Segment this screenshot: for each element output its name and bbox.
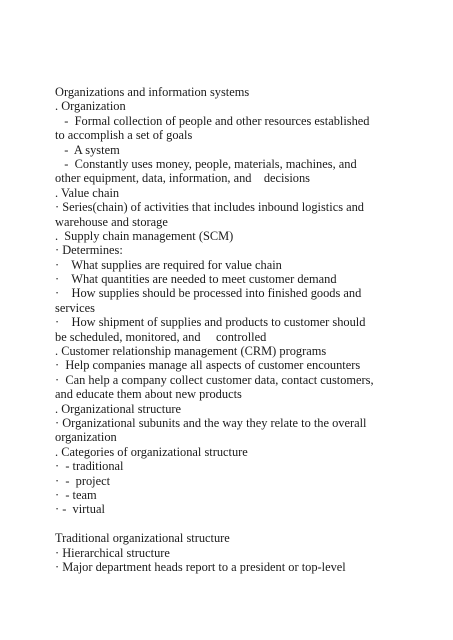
text-line: be scheduled, monitored, and controlled bbox=[55, 329, 267, 344]
text-line: · What quantities are needed to meet customer demand bbox=[55, 272, 337, 287]
section-heading: Traditional organizational structure bbox=[55, 531, 230, 546]
text-line: organization bbox=[55, 430, 117, 445]
text-line: services bbox=[55, 300, 95, 315]
text-line: · - virtual bbox=[55, 502, 105, 517]
text-line: · Help companies manage all aspects of customer encounters bbox=[55, 358, 361, 373]
text-line: - A system bbox=[55, 142, 120, 157]
text-line: . Supply chain management (SCM) bbox=[55, 228, 234, 243]
text-line: · Major department heads report to a president or top-level bbox=[55, 559, 346, 574]
text-line: · Hierarchical structure bbox=[55, 545, 170, 560]
text-line: · Organizational subunits and the way they relate to the overall bbox=[55, 415, 367, 430]
text-line: · How supplies should be processed into finished goods and bbox=[55, 286, 362, 301]
text-line: · - traditional bbox=[55, 459, 124, 474]
blank-line bbox=[55, 517, 447, 531]
text-line: · How shipment of supplies and products to customer should bbox=[55, 315, 366, 330]
text-line: . Categories of organizational structure bbox=[55, 444, 248, 459]
text-line: Organizations and information systems bbox=[55, 85, 250, 99]
text-line: · - project bbox=[55, 473, 111, 488]
text-line: other equipment, data, information, and decisions bbox=[55, 171, 310, 186]
text-line: · What supplies are required for value chain bbox=[55, 257, 282, 272]
text-line: and educate them about new products bbox=[55, 387, 242, 402]
text-line: · Can help a company collect customer data, contact customers, bbox=[55, 372, 374, 387]
text-line: . Customer relationship management (CRM) programs bbox=[55, 344, 327, 359]
text-line: - Constantly uses money, people, materials, machines, and bbox=[55, 156, 357, 171]
text-line: to accomplish a set of goals bbox=[55, 128, 193, 143]
text-line: · Series(chain) of activities that includes inbound logistics and bbox=[55, 200, 365, 215]
text-line: . Value chain bbox=[55, 185, 120, 200]
text-line: . Organization bbox=[55, 99, 126, 114]
text-line: · Determines: bbox=[55, 243, 123, 258]
text-line: . Organizational structure bbox=[55, 401, 182, 416]
document-body bbox=[55, 85, 447, 574]
text-line: - Formal collection of people and other resources established bbox=[55, 113, 370, 128]
text-line: · - team bbox=[55, 487, 97, 502]
text-line: warehouse and storage bbox=[55, 214, 168, 229]
